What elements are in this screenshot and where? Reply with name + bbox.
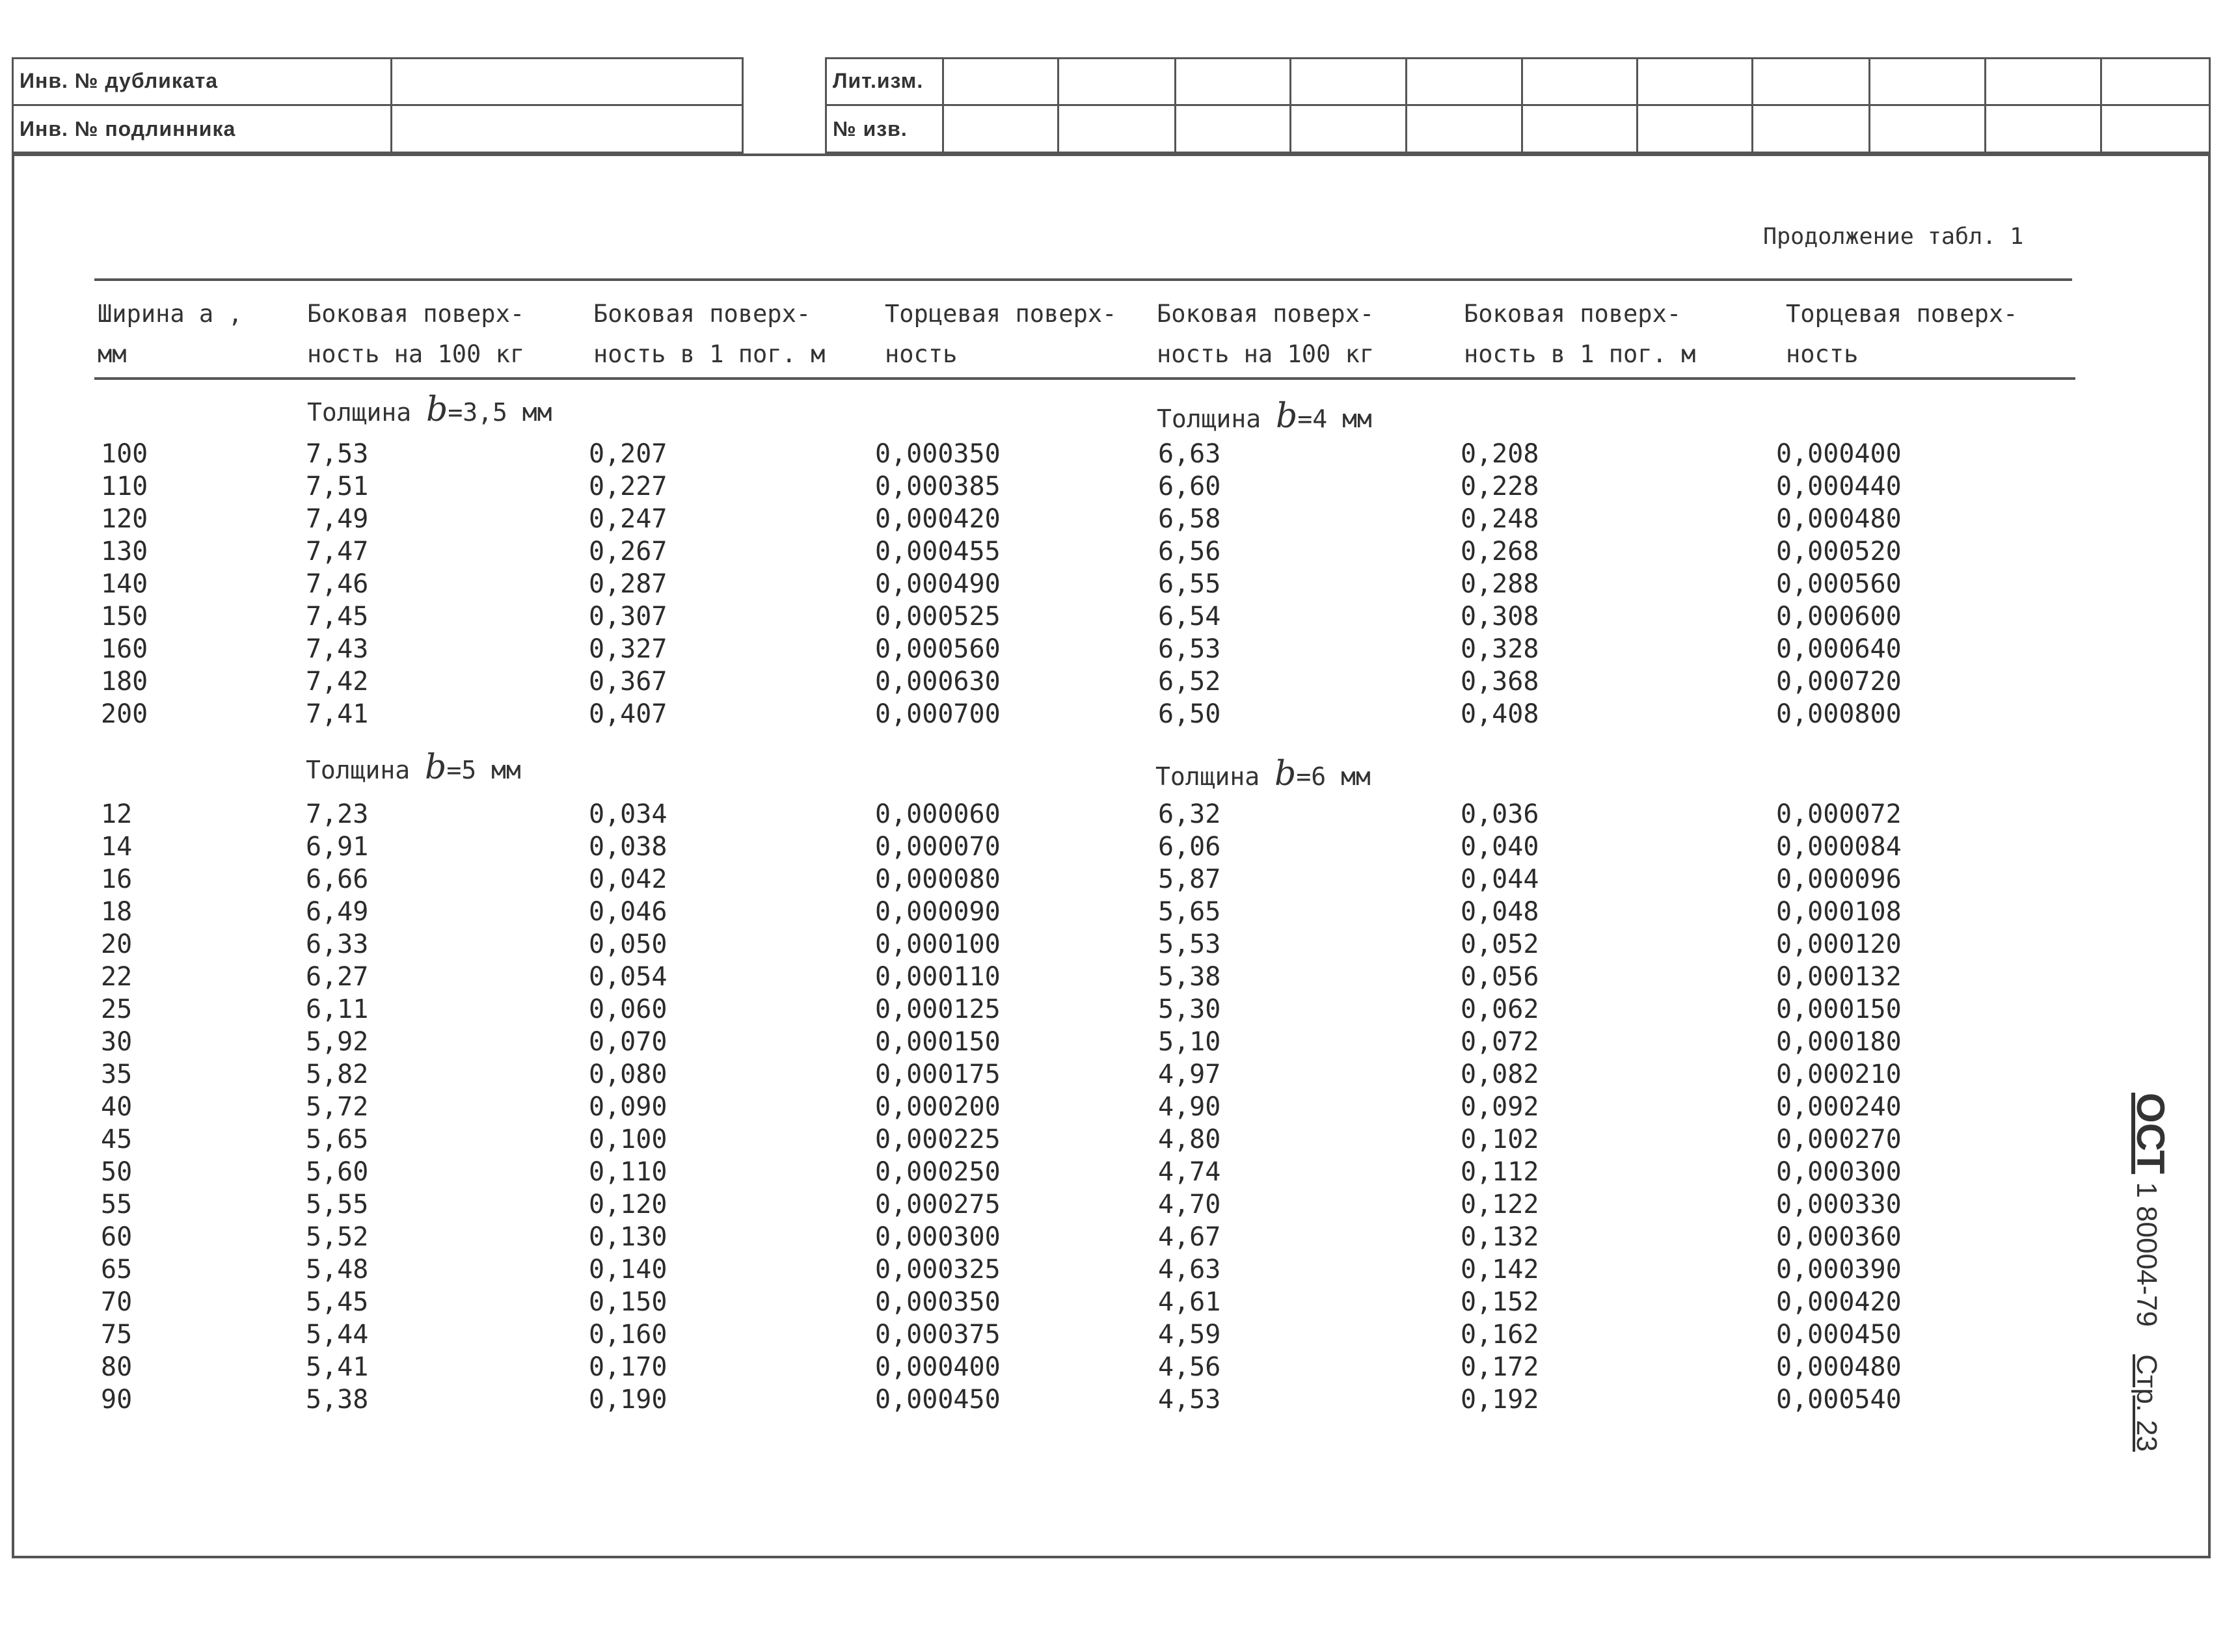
stamp-grid-line bbox=[1174, 57, 1176, 153]
cell-side-100kg-4: 6,60 bbox=[1158, 472, 1221, 501]
cell-side-1m-6: 0,052 bbox=[1461, 929, 1539, 959]
cell-side-100kg-6: 5,30 bbox=[1158, 994, 1221, 1024]
cell-side-100kg-6: 4,70 bbox=[1158, 1190, 1221, 1219]
cell-side-1m-5: 0,090 bbox=[589, 1092, 668, 1122]
cell-end-4: 0,000440 bbox=[1776, 472, 1902, 501]
cell-width: 45 bbox=[101, 1125, 133, 1154]
stamp-grid-line bbox=[1636, 57, 1638, 153]
stamp-grid-line bbox=[1868, 57, 1870, 153]
cell-end-35: 0,000525 bbox=[875, 602, 1001, 632]
cell-side-100kg-5: 5,44 bbox=[306, 1320, 369, 1350]
cell-end-5: 0,000090 bbox=[875, 897, 1001, 927]
cell-side-1m-4: 0,408 bbox=[1461, 699, 1539, 729]
stamp-grid-line bbox=[1984, 57, 1986, 153]
cell-side-1m-35: 0,207 bbox=[589, 439, 668, 469]
cell-side-100kg-35: 7,42 bbox=[306, 667, 369, 697]
cell-side-1m-5: 0,150 bbox=[589, 1287, 668, 1317]
table-top-rule bbox=[94, 278, 2072, 281]
cell-side-100kg-4: 6,63 bbox=[1158, 439, 1221, 469]
cell-end-6: 0,000150 bbox=[1776, 994, 1902, 1024]
cell-width: 25 bbox=[101, 994, 133, 1024]
cell-side-1m-5: 0,038 bbox=[589, 832, 668, 862]
cell-side-100kg-6: 4,80 bbox=[1158, 1125, 1221, 1154]
cell-side-1m-5: 0,130 bbox=[589, 1222, 668, 1252]
thickness-symbol: b bbox=[425, 748, 447, 787]
document-side-label bbox=[2114, 1093, 2173, 1652]
cell-width: 130 bbox=[101, 537, 148, 566]
cell-width: 35 bbox=[101, 1059, 133, 1089]
cell-side-1m-6: 0,192 bbox=[1461, 1385, 1539, 1415]
cell-end-6: 0,000540 bbox=[1776, 1385, 1902, 1415]
cell-end-6: 0,000390 bbox=[1776, 1255, 1902, 1285]
cell-width: 160 bbox=[101, 634, 148, 664]
cell-end-6: 0,000132 bbox=[1776, 962, 1902, 992]
cell-side-100kg-35: 7,51 bbox=[306, 472, 369, 501]
header-side-1m-1: Боковая поверх- ность в 1 пог. м bbox=[593, 300, 826, 368]
cell-side-100kg-5: 5,45 bbox=[306, 1287, 369, 1317]
cell-side-1m-6: 0,082 bbox=[1461, 1059, 1539, 1089]
cell-side-100kg-4: 6,55 bbox=[1158, 569, 1221, 599]
cell-width: 65 bbox=[101, 1255, 133, 1285]
cell-side-100kg-6: 4,67 bbox=[1158, 1222, 1221, 1252]
cell-side-100kg-35: 7,53 bbox=[306, 439, 369, 469]
cell-side-100kg-5: 5,65 bbox=[306, 1125, 369, 1154]
cell-width: 70 bbox=[101, 1287, 133, 1317]
header-end-2: Торцевая поверх- ность bbox=[1786, 300, 2018, 368]
cell-width: 90 bbox=[101, 1385, 133, 1415]
cell-side-1m-5: 0,080 bbox=[589, 1059, 668, 1089]
cell-end-5: 0,000375 bbox=[875, 1320, 1001, 1350]
cell-end-5: 0,000200 bbox=[875, 1092, 1001, 1122]
cell-side-100kg-6: 4,97 bbox=[1158, 1059, 1221, 1089]
cell-width: 40 bbox=[101, 1092, 133, 1122]
cell-side-100kg-5: 5,41 bbox=[306, 1352, 369, 1382]
cell-end-6: 0,000072 bbox=[1776, 799, 1902, 829]
stamp-grid-line bbox=[2100, 57, 2102, 153]
cell-side-100kg-6: 4,59 bbox=[1158, 1320, 1221, 1350]
cell-side-1m-5: 0,046 bbox=[589, 897, 668, 927]
cell-width: 60 bbox=[101, 1222, 133, 1252]
cell-side-1m-6: 0,112 bbox=[1461, 1157, 1539, 1187]
cell-side-1m-35: 0,227 bbox=[589, 472, 668, 501]
header-width: Ширина a , мм bbox=[98, 300, 243, 368]
stamp-original-label: Инв. № подлинника bbox=[20, 117, 236, 140]
cell-side-100kg-4: 6,54 bbox=[1158, 602, 1221, 632]
cell-end-35: 0,000490 bbox=[875, 569, 1001, 599]
page-number: Стр. 23 bbox=[2131, 1354, 2163, 1452]
cell-width: 55 bbox=[101, 1190, 133, 1219]
cell-side-1m-6: 0,122 bbox=[1461, 1190, 1539, 1219]
cell-side-100kg-4: 6,50 bbox=[1158, 699, 1221, 729]
cell-end-5: 0,000450 bbox=[875, 1385, 1001, 1415]
cell-end-6: 0,000360 bbox=[1776, 1222, 1902, 1252]
cell-end-6: 0,000084 bbox=[1776, 832, 1902, 862]
stamp-left-divider bbox=[12, 104, 744, 106]
cell-side-1m-35: 0,267 bbox=[589, 537, 668, 566]
cell-side-1m-6: 0,092 bbox=[1461, 1092, 1539, 1122]
stamp-grid-line bbox=[1289, 57, 1291, 153]
cell-side-1m-6: 0,056 bbox=[1461, 962, 1539, 992]
cell-side-1m-5: 0,110 bbox=[589, 1157, 668, 1187]
cell-width: 150 bbox=[101, 602, 148, 632]
cell-end-5: 0,000175 bbox=[875, 1059, 1001, 1089]
section-thickness-5: Толщина b=5 мм bbox=[306, 748, 521, 787]
cell-side-100kg-5: 6,49 bbox=[306, 897, 369, 927]
cell-side-1m-35: 0,247 bbox=[589, 504, 668, 534]
cell-side-100kg-5: 5,48 bbox=[306, 1255, 369, 1285]
cell-end-6: 0,000270 bbox=[1776, 1125, 1902, 1154]
cell-width: 200 bbox=[101, 699, 148, 729]
cell-width: 120 bbox=[101, 504, 148, 534]
header-side-1m-2: Боковая поверх- ность в 1 пог. м bbox=[1464, 300, 1696, 368]
cell-end-35: 0,000560 bbox=[875, 634, 1001, 664]
header-end-1: Торцевая поверх- ность bbox=[885, 300, 1117, 368]
cell-side-100kg-35: 7,43 bbox=[306, 634, 369, 664]
cell-end-4: 0,000720 bbox=[1776, 667, 1902, 697]
cell-width: 18 bbox=[101, 897, 133, 927]
cell-side-1m-5: 0,140 bbox=[589, 1255, 668, 1285]
cell-end-4: 0,000520 bbox=[1776, 537, 1902, 566]
cell-side-1m-5: 0,042 bbox=[589, 864, 668, 894]
cell-width: 22 bbox=[101, 962, 133, 992]
cell-side-1m-5: 0,034 bbox=[589, 799, 668, 829]
cell-side-100kg-4: 6,56 bbox=[1158, 537, 1221, 566]
cell-side-100kg-6: 5,53 bbox=[1158, 929, 1221, 959]
table-header-rule bbox=[94, 377, 2075, 380]
cell-side-1m-4: 0,268 bbox=[1461, 537, 1539, 566]
cell-side-1m-35: 0,407 bbox=[589, 699, 668, 729]
cell-side-1m-6: 0,142 bbox=[1461, 1255, 1539, 1285]
cell-end-5: 0,000150 bbox=[875, 1027, 1001, 1057]
section-thickness-4: Толщина b=4 мм bbox=[1157, 397, 1372, 436]
cell-end-5: 0,000225 bbox=[875, 1125, 1001, 1154]
cell-side-100kg-5: 6,66 bbox=[306, 864, 369, 894]
cell-side-1m-6: 0,040 bbox=[1461, 832, 1539, 862]
stamp-grid-line bbox=[1751, 57, 1753, 153]
cell-width: 16 bbox=[101, 864, 133, 894]
cell-end-35: 0,000630 bbox=[875, 667, 1001, 697]
stamp-grid-line bbox=[1521, 57, 1523, 153]
cell-side-100kg-6: 4,63 bbox=[1158, 1255, 1221, 1285]
cell-side-100kg-4: 6,52 bbox=[1158, 667, 1221, 697]
cell-end-35: 0,000455 bbox=[875, 537, 1001, 566]
cell-side-1m-35: 0,287 bbox=[589, 569, 668, 599]
cell-side-100kg-5: 5,38 bbox=[306, 1385, 369, 1415]
cell-end-35: 0,000700 bbox=[875, 699, 1001, 729]
cell-end-6: 0,000240 bbox=[1776, 1092, 1902, 1122]
stamp-grid-line bbox=[1057, 57, 1059, 153]
cell-side-1m-6: 0,048 bbox=[1461, 897, 1539, 927]
cell-side-100kg-35: 7,47 bbox=[306, 537, 369, 566]
cell-end-5: 0,000250 bbox=[875, 1157, 1001, 1187]
cell-end-6: 0,000450 bbox=[1776, 1320, 1902, 1350]
cell-end-6: 0,000096 bbox=[1776, 864, 1902, 894]
cell-side-1m-4: 0,308 bbox=[1461, 602, 1539, 632]
cell-side-100kg-6: 4,61 bbox=[1158, 1287, 1221, 1317]
cell-end-4: 0,000640 bbox=[1776, 634, 1902, 664]
cell-end-5: 0,000060 bbox=[875, 799, 1001, 829]
cell-side-100kg-35: 7,45 bbox=[306, 602, 369, 632]
cell-width: 110 bbox=[101, 472, 148, 501]
continuation-label: Продолжение табл. 1 bbox=[1763, 224, 2024, 250]
cell-end-5: 0,000300 bbox=[875, 1222, 1001, 1252]
cell-width: 80 bbox=[101, 1352, 133, 1382]
cell-side-1m-4: 0,248 bbox=[1461, 504, 1539, 534]
cell-width: 75 bbox=[101, 1320, 133, 1350]
cell-side-100kg-5: 6,91 bbox=[306, 832, 369, 862]
header-side-100kg-2: Боковая поверх- ность на 100 кг bbox=[1157, 300, 1375, 368]
cell-end-5: 0,000110 bbox=[875, 962, 1001, 992]
cell-side-100kg-6: 4,90 bbox=[1158, 1092, 1221, 1122]
cell-side-1m-6: 0,072 bbox=[1461, 1027, 1539, 1057]
cell-end-6: 0,000210 bbox=[1776, 1059, 1902, 1089]
cell-side-1m-35: 0,307 bbox=[589, 602, 668, 632]
cell-side-1m-4: 0,368 bbox=[1461, 667, 1539, 697]
cell-side-1m-6: 0,132 bbox=[1461, 1222, 1539, 1252]
cell-end-5: 0,000400 bbox=[875, 1352, 1001, 1382]
cell-end-6: 0,000330 bbox=[1776, 1190, 1902, 1219]
cell-end-5: 0,000325 bbox=[875, 1255, 1001, 1285]
cell-width: 100 bbox=[101, 439, 148, 469]
cell-side-1m-4: 0,288 bbox=[1461, 569, 1539, 599]
cell-side-100kg-35: 7,49 bbox=[306, 504, 369, 534]
cell-end-35: 0,000420 bbox=[875, 504, 1001, 534]
cell-side-100kg-5: 7,23 bbox=[306, 799, 369, 829]
cell-end-6: 0,000480 bbox=[1776, 1352, 1902, 1382]
cell-side-100kg-5: 5,55 bbox=[306, 1190, 369, 1219]
cell-width: 180 bbox=[101, 667, 148, 697]
cell-side-100kg-6: 5,10 bbox=[1158, 1027, 1221, 1057]
cell-side-100kg-5: 6,11 bbox=[306, 994, 369, 1024]
cell-side-100kg-5: 6,33 bbox=[306, 929, 369, 959]
cell-side-1m-5: 0,050 bbox=[589, 929, 668, 959]
cell-side-100kg-5: 6,27 bbox=[306, 962, 369, 992]
cell-side-100kg-35: 7,41 bbox=[306, 699, 369, 729]
cell-side-100kg-5: 5,60 bbox=[306, 1157, 369, 1187]
cell-side-1m-6: 0,062 bbox=[1461, 994, 1539, 1024]
standard-number: 1 80004-79 bbox=[2131, 1182, 2163, 1327]
cell-side-1m-5: 0,120 bbox=[589, 1190, 668, 1219]
cell-width: 30 bbox=[101, 1027, 133, 1057]
cell-end-5: 0,000125 bbox=[875, 994, 1001, 1024]
thickness-symbol: b bbox=[1276, 397, 1298, 436]
cell-end-4: 0,000800 bbox=[1776, 699, 1902, 729]
cell-side-100kg-35: 7,46 bbox=[306, 569, 369, 599]
cell-side-1m-6: 0,152 bbox=[1461, 1287, 1539, 1317]
stamp-duplicate-label: Инв. № дубликата bbox=[20, 69, 219, 92]
cell-end-6: 0,000300 bbox=[1776, 1157, 1902, 1187]
cell-width: 50 bbox=[101, 1157, 133, 1187]
cell-side-100kg-5: 5,92 bbox=[306, 1027, 369, 1057]
section-thickness-6: Толщина b=6 мм bbox=[1155, 754, 1371, 793]
cell-side-1m-6: 0,102 bbox=[1461, 1125, 1539, 1154]
cell-side-100kg-4: 6,53 bbox=[1158, 634, 1221, 664]
cell-width: 140 bbox=[101, 569, 148, 599]
cell-side-100kg-6: 6,06 bbox=[1158, 832, 1221, 862]
cell-side-1m-5: 0,054 bbox=[589, 962, 668, 992]
cell-side-100kg-6: 5,87 bbox=[1158, 864, 1221, 894]
cell-side-1m-5: 0,190 bbox=[589, 1385, 668, 1415]
cell-side-1m-5: 0,070 bbox=[589, 1027, 668, 1057]
cell-end-5: 0,000350 bbox=[875, 1287, 1001, 1317]
thickness-symbol: b bbox=[426, 390, 448, 429]
cell-side-100kg-4: 6,58 bbox=[1158, 504, 1221, 534]
cell-side-1m-6: 0,162 bbox=[1461, 1320, 1539, 1350]
stamp-lit-label: Лит.изм. bbox=[833, 69, 924, 92]
cell-side-1m-4: 0,328 bbox=[1461, 634, 1539, 664]
cell-side-1m-35: 0,327 bbox=[589, 634, 668, 664]
cell-end-6: 0,000420 bbox=[1776, 1287, 1902, 1317]
cell-side-100kg-6: 5,38 bbox=[1158, 962, 1221, 992]
thickness-symbol: b bbox=[1274, 754, 1297, 793]
cell-side-1m-6: 0,172 bbox=[1461, 1352, 1539, 1382]
cell-side-1m-5: 0,060 bbox=[589, 994, 668, 1024]
cell-side-1m-6: 0,036 bbox=[1461, 799, 1539, 829]
cell-side-100kg-5: 5,52 bbox=[306, 1222, 369, 1252]
cell-side-100kg-6: 4,56 bbox=[1158, 1352, 1221, 1382]
cell-side-100kg-5: 5,72 bbox=[306, 1092, 369, 1122]
cell-width: 14 bbox=[101, 832, 133, 862]
cell-end-5: 0,000070 bbox=[875, 832, 1001, 862]
cell-width: 20 bbox=[101, 929, 133, 959]
stamp-right-divider bbox=[825, 104, 2211, 106]
cell-side-100kg-6: 4,53 bbox=[1158, 1385, 1221, 1415]
cell-end-5: 0,000275 bbox=[875, 1190, 1001, 1219]
cell-end-6: 0,000180 bbox=[1776, 1027, 1902, 1057]
cell-end-4: 0,000400 bbox=[1776, 439, 1902, 469]
stamp-left-col-divider bbox=[390, 57, 392, 153]
cell-side-100kg-6: 5,65 bbox=[1158, 897, 1221, 927]
cell-end-35: 0,000385 bbox=[875, 472, 1001, 501]
cell-end-35: 0,000350 bbox=[875, 439, 1001, 469]
stamp-izv-label: № изв. bbox=[833, 117, 908, 140]
cell-end-4: 0,000600 bbox=[1776, 602, 1902, 632]
header-side-100kg-1: Боковая поверх- ность на 100 кг bbox=[307, 300, 525, 368]
cell-side-1m-5: 0,160 bbox=[589, 1320, 668, 1350]
cell-side-1m-5: 0,170 bbox=[589, 1352, 668, 1382]
standard-code: ОСТ bbox=[2129, 1093, 2172, 1175]
cell-side-100kg-5: 5,82 bbox=[306, 1059, 369, 1089]
cell-end-4: 0,000480 bbox=[1776, 504, 1902, 534]
cell-end-6: 0,000108 bbox=[1776, 897, 1902, 927]
cell-end-4: 0,000560 bbox=[1776, 569, 1902, 599]
stamp-grid-line bbox=[942, 57, 944, 153]
cell-end-6: 0,000120 bbox=[1776, 929, 1902, 959]
section-thickness-3-5: Толщина b=3,5 мм bbox=[307, 390, 552, 429]
cell-side-1m-35: 0,367 bbox=[589, 667, 668, 697]
cell-side-1m-4: 0,228 bbox=[1461, 472, 1539, 501]
cell-side-1m-4: 0,208 bbox=[1461, 439, 1539, 469]
cell-width: 12 bbox=[101, 799, 133, 829]
cell-end-5: 0,000080 bbox=[875, 864, 1001, 894]
cell-end-5: 0,000100 bbox=[875, 929, 1001, 959]
cell-side-100kg-6: 6,32 bbox=[1158, 799, 1221, 829]
cell-side-1m-5: 0,100 bbox=[589, 1125, 668, 1154]
cell-side-1m-6: 0,044 bbox=[1461, 864, 1539, 894]
stamp-grid-line bbox=[1405, 57, 1407, 153]
cell-side-100kg-6: 4,74 bbox=[1158, 1157, 1221, 1187]
